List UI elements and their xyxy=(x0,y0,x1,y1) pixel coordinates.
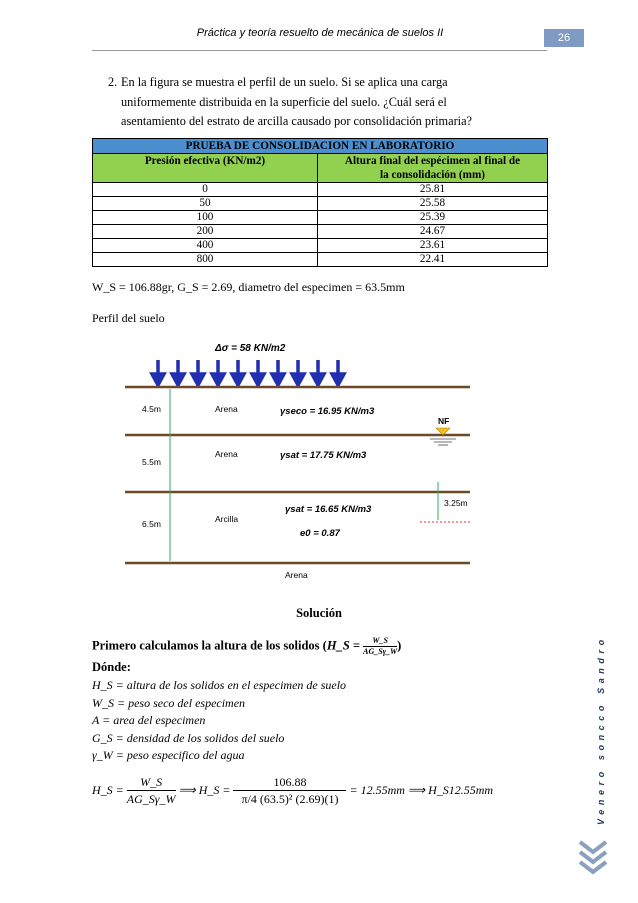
water-table-symbol xyxy=(430,428,456,445)
table-cell: 25.39 xyxy=(318,211,548,225)
solid-height-intro: Primero calculamos la altura de los solidos (H_S = $\frac{W\_S}{AG\_S\gamma\_W}$ ) xyxy=(92,636,402,656)
problem-line-2: uniformemente distribuida en la superficie del suelo. ¿Cuál será el xyxy=(121,94,447,109)
thickness-1: 4.5m xyxy=(142,404,161,414)
depth-3-25: 3.25m xyxy=(444,498,468,508)
problem-number: 2. xyxy=(108,75,118,89)
void-ratio: e0 = 0.87 xyxy=(300,528,340,539)
soil-profile-label: Perfil del suelo xyxy=(92,311,165,325)
solid-height-text: Primero calculamos la altura de los solidos xyxy=(92,638,320,653)
hs-numerator: W_S xyxy=(363,636,397,647)
eq-hs: H_S = xyxy=(92,782,124,797)
table-cell: 400 xyxy=(93,239,318,253)
eq-fraction-1 xyxy=(127,775,176,807)
table-title: PRUEBA DE CONSOLIDACION EN LABORATORIO xyxy=(93,139,548,154)
eq-den-1: AG_Sγ_W xyxy=(126,792,176,806)
layer-arena-1: Arena xyxy=(215,404,238,414)
soil-profile-figure xyxy=(120,340,480,585)
definition-gw: γ_W = peso especifico del agua xyxy=(92,748,245,762)
table-cell: 24.67 xyxy=(318,225,548,239)
table-header-height-line2: la consolidación (mm) xyxy=(379,169,486,181)
table-cell: 0 xyxy=(93,183,318,197)
solution-heading: Solución xyxy=(296,606,342,620)
page-number: 26 xyxy=(544,29,584,47)
table-header-height-line1: Altura final del espécimen al final de xyxy=(344,155,521,167)
problem-line-1: En la figura se muestra el perfil de un suelo. Si se aplica una carga xyxy=(121,75,448,89)
layer-arcilla: Arcilla xyxy=(215,514,239,524)
gamma-seco: γseco = 16.95 KN/m3 xyxy=(280,406,375,417)
layer-arena-2: Arena xyxy=(215,449,238,459)
table-cell: 800 xyxy=(93,253,318,267)
eq-result: = 12.55mm ⟹ H_S12.55mm xyxy=(349,782,494,797)
table-header-height xyxy=(318,154,548,183)
where-label: Dónde: xyxy=(92,660,131,674)
table-row xyxy=(93,197,548,211)
table-row xyxy=(93,225,548,239)
thickness-2: 5.5m xyxy=(142,457,161,467)
load-arrows xyxy=(152,360,344,385)
table-row xyxy=(93,253,548,267)
specimen-data-line: W_S = 106.88gr, G_S = 2.69, diametro del especimen = 63.5mm xyxy=(92,280,405,294)
table-row xyxy=(93,239,548,253)
layer-arena-3: Arena xyxy=(285,570,308,580)
definition-hs: H_S = altura de los solidos en el especimen de suelo xyxy=(92,678,347,692)
header-divider xyxy=(92,50,547,51)
table-cell: 100 xyxy=(93,211,318,225)
problem-line-3: asentamiento del estrato de arcilla causado por consolidación primaria? xyxy=(121,114,473,128)
gamma-sat-1: γsat = 17.75 KN/m3 xyxy=(280,450,367,461)
hs-fraction xyxy=(363,636,397,657)
load-label: Δσ = 58 KN/m2 xyxy=(215,343,286,354)
table-cell: 50 xyxy=(93,197,318,211)
eq-arrow-1: ⟹ H_S = xyxy=(178,782,231,797)
table-cell: 25.58 xyxy=(318,197,548,211)
definition-a: A = area del especimen xyxy=(92,713,206,727)
author-vertical: Venero soncco Sandro xyxy=(596,635,606,825)
consolidation-table xyxy=(92,138,548,267)
solid-height-equation xyxy=(92,775,493,807)
table-cell: 200 xyxy=(93,225,318,239)
chevron-down-icon xyxy=(576,838,610,876)
table-cell: 22.41 xyxy=(318,253,548,267)
table-cell: 25.81 xyxy=(318,183,548,197)
thickness-3: 6.5m xyxy=(142,519,161,529)
table-cell: 23.61 xyxy=(318,239,548,253)
eq-num-2: 106.88 xyxy=(233,775,346,791)
problem-statement xyxy=(108,73,553,132)
eq-num-1: W_S xyxy=(127,775,176,791)
header-title: Práctica y teoría resuelto de mecánica de suelos II xyxy=(196,27,444,39)
definition-gs: G_S = densidad de los solidos del suelo xyxy=(92,730,285,745)
table-header-pressure: Presión efectiva (KN/m2) xyxy=(93,154,318,183)
definitions-list xyxy=(92,677,346,765)
hs-formula-lhs: H_S = xyxy=(326,638,361,653)
gamma-sat-2: γsat = 16.65 KN/m3 xyxy=(285,504,372,515)
definition-ws: W_S = peso seco del especimen xyxy=(92,695,246,710)
table-row xyxy=(93,183,548,197)
table-row xyxy=(93,211,548,225)
water-table-label: NF xyxy=(438,416,450,426)
eq-fraction-2 xyxy=(233,775,346,807)
hs-denominator: AG_Sγ_W xyxy=(363,647,398,656)
eq-den-2: π/4 (63.5)² (2.69)(1) xyxy=(241,792,339,806)
